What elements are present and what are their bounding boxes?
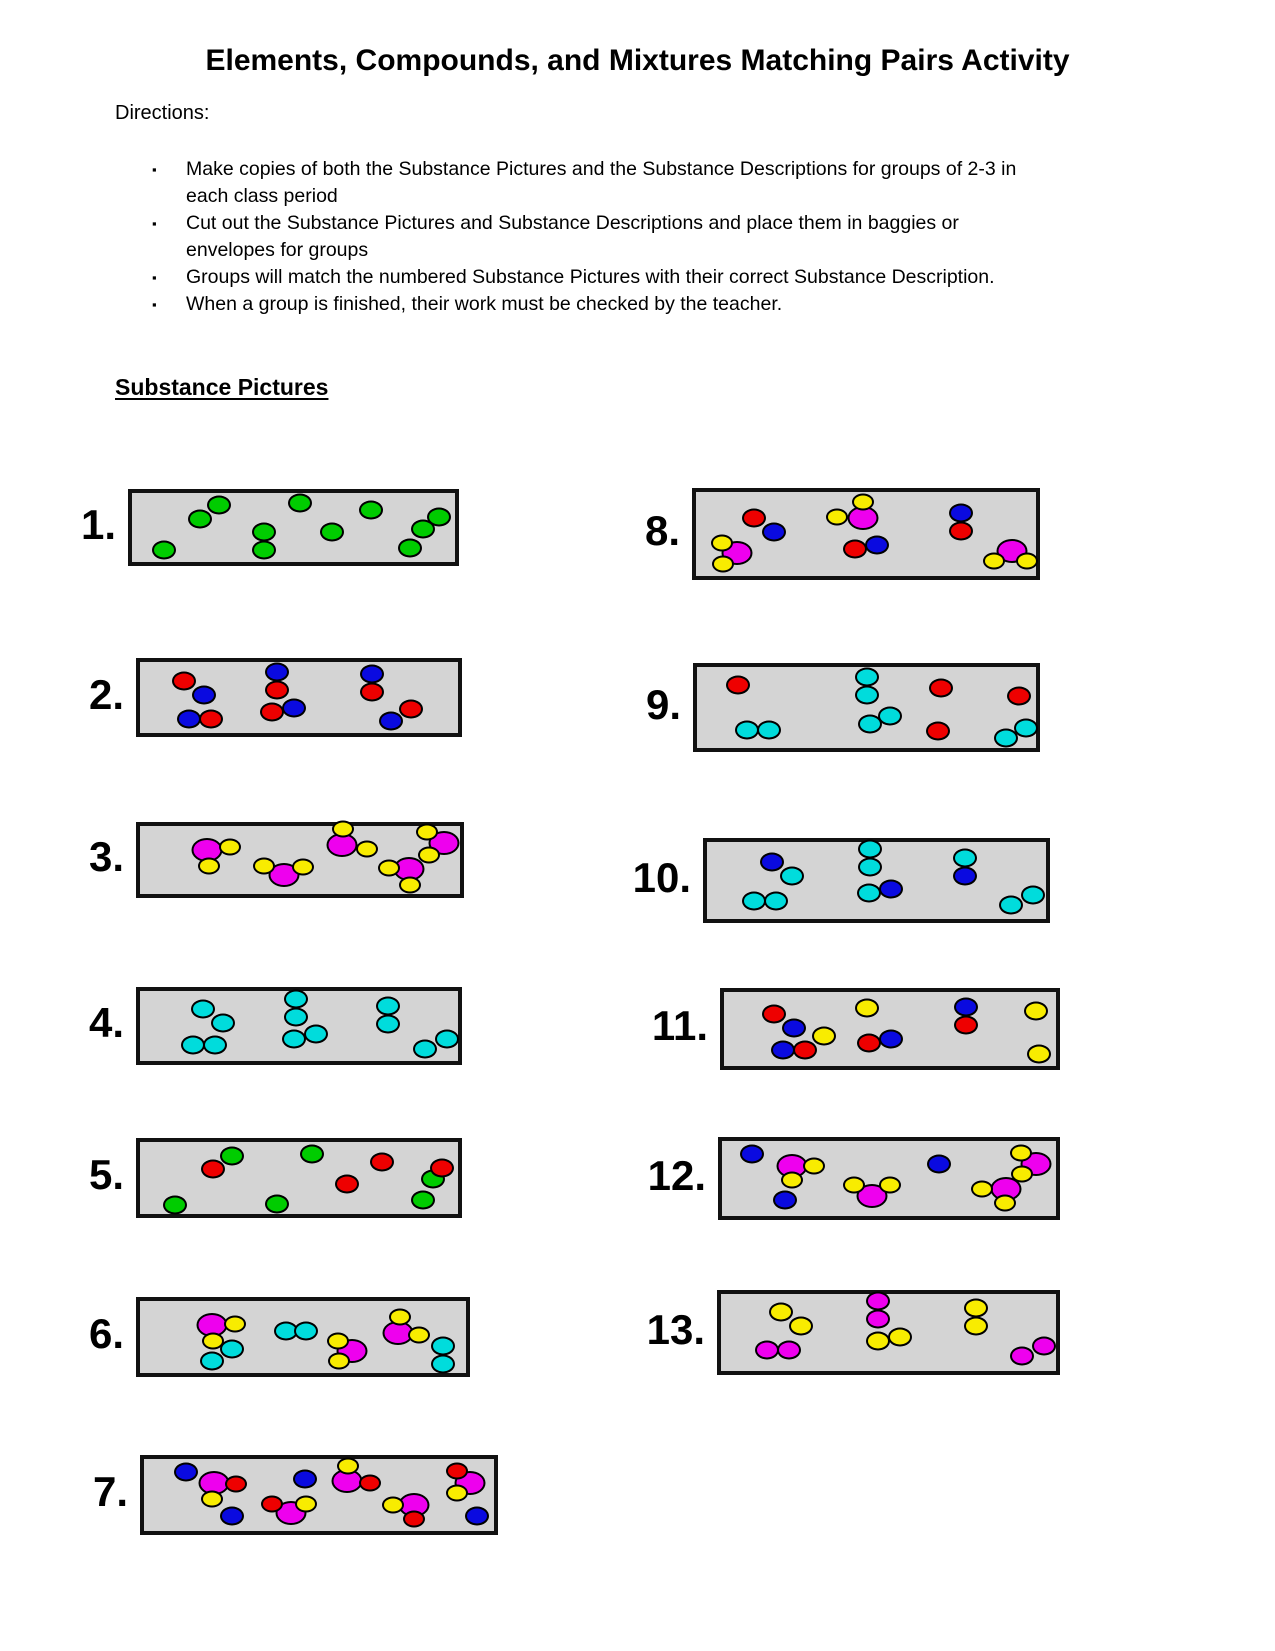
cyan-atom [181, 1035, 205, 1054]
directions-list [152, 156, 1052, 318]
red-atom [199, 709, 223, 728]
cyan-atom [857, 884, 881, 903]
yellow-atom [1027, 1045, 1051, 1064]
cyan-atom [953, 849, 977, 868]
green-atom [398, 538, 422, 557]
blue-atom [879, 1029, 903, 1048]
green-atom [320, 523, 344, 542]
yellow-atom [866, 1332, 890, 1351]
green-atom [207, 495, 231, 514]
blue-atom [771, 1041, 795, 1060]
box-number: 12. [647, 1151, 706, 1199]
directions-label: Directions: [115, 102, 210, 124]
substance-picture-box [136, 1297, 470, 1377]
yellow-atom [201, 1491, 223, 1508]
yellow-atom [852, 494, 874, 511]
blue-atom [465, 1506, 489, 1525]
cyan-atom [1014, 718, 1038, 737]
red-atom [446, 1463, 468, 1480]
blue-atom [954, 998, 978, 1017]
green-atom [220, 1147, 244, 1166]
blue-atom [773, 1190, 797, 1209]
blue-atom [949, 504, 973, 523]
red-atom [857, 1033, 881, 1052]
box-number: 13. [646, 1305, 705, 1353]
substance-picture-box [136, 822, 464, 898]
red-atom [949, 522, 973, 541]
red-atom [225, 1476, 247, 1493]
cyan-atom [203, 1035, 227, 1054]
cyan-atom [999, 895, 1023, 914]
yellow-atom [789, 1317, 813, 1336]
blue-atom [360, 664, 384, 683]
blue-atom [379, 712, 403, 731]
yellow-atom [332, 821, 354, 838]
cyan-atom [735, 721, 759, 740]
box-number: 11. [651, 1002, 708, 1049]
yellow-atom [971, 1181, 993, 1198]
red-atom [360, 682, 384, 701]
yellow-atom [1010, 1145, 1032, 1162]
box-number: 8. [644, 507, 680, 554]
blue-atom [177, 709, 201, 728]
substance-picture-box [718, 1137, 1060, 1220]
yellow-atom [292, 858, 314, 875]
red-atom [370, 1153, 394, 1172]
green-atom [265, 1194, 289, 1213]
substance-picture-box [693, 663, 1040, 752]
cyan-atom [855, 668, 879, 687]
cyan-atom [858, 858, 882, 877]
cyan-atom [191, 1000, 215, 1019]
yellow-atom [382, 1497, 404, 1514]
cyan-atom [376, 1014, 400, 1033]
yellow-atom [1011, 1166, 1033, 1183]
cyan-atom [284, 1007, 308, 1026]
cyan-atom [1021, 885, 1045, 904]
magenta-atom [866, 1292, 890, 1311]
yellow-atom [1016, 552, 1038, 569]
box-number: 3. [88, 833, 124, 880]
blue-atom [174, 1462, 198, 1481]
substance-picture-box [140, 1455, 498, 1535]
blue-atom [865, 536, 889, 555]
red-atom [265, 681, 289, 700]
blue-atom [879, 880, 903, 899]
cyan-atom [211, 1014, 235, 1033]
yellow-atom [812, 1026, 836, 1045]
cyan-atom [435, 1030, 459, 1049]
page-title: Elements, Compounds, and Mixtures Matching Pairs Activity [205, 44, 1070, 77]
yellow-atom [337, 1457, 359, 1474]
red-atom [929, 679, 953, 698]
yellow-atom [994, 1195, 1016, 1212]
yellow-atom [219, 839, 241, 856]
yellow-atom [712, 556, 734, 573]
yellow-atom [843, 1176, 865, 1193]
red-atom [843, 540, 867, 559]
magenta-atom [777, 1341, 801, 1360]
cyan-atom [878, 706, 902, 725]
cyan-atom [855, 686, 879, 705]
cyan-atom [284, 989, 308, 1008]
direction-bullet: ▪ Groups will match the numbered Substance Pictures with their correct Substance Description. [152, 264, 1052, 291]
blue-atom [293, 1470, 317, 1489]
yellow-atom [769, 1303, 793, 1322]
yellow-atom [803, 1157, 825, 1174]
blue-atom [762, 522, 786, 541]
cyan-atom [413, 1040, 437, 1059]
yellow-atom [416, 824, 438, 841]
substance-picture-box [136, 658, 462, 737]
yellow-atom [888, 1328, 912, 1347]
yellow-atom [446, 1485, 468, 1502]
substance-picture-box [128, 489, 459, 566]
yellow-atom [826, 509, 848, 526]
cyan-atom [764, 891, 788, 910]
red-atom [954, 1016, 978, 1035]
red-atom [359, 1474, 381, 1491]
substance-picture-box [717, 1290, 1060, 1375]
yellow-atom [356, 841, 378, 858]
yellow-atom [224, 1316, 246, 1333]
red-atom [762, 1004, 786, 1023]
red-atom [742, 508, 766, 527]
box-number: 7. [92, 1468, 128, 1515]
cyan-atom [431, 1337, 455, 1356]
red-atom [926, 721, 950, 740]
box-number: 1. [80, 500, 116, 548]
green-atom [427, 508, 451, 527]
cyan-atom [780, 866, 804, 885]
yellow-atom [781, 1171, 803, 1188]
box-number: 10. [632, 853, 691, 901]
yellow-atom [295, 1496, 317, 1513]
substance-picture-box [136, 987, 462, 1065]
yellow-atom [253, 857, 275, 874]
green-atom [252, 523, 276, 542]
direction-bullet: ▪ Cut out the Substance Pictures and Substance Descriptions and place them in baggies or envelopes for groups [152, 210, 1052, 264]
box-number: 9. [645, 680, 681, 728]
yellow-atom [389, 1308, 411, 1325]
yellow-atom [879, 1176, 901, 1193]
green-atom [252, 540, 276, 559]
yellow-atom [964, 1317, 988, 1336]
red-atom [793, 1041, 817, 1060]
yellow-atom [418, 847, 440, 864]
cyan-atom [294, 1321, 318, 1340]
yellow-atom [327, 1333, 349, 1350]
green-atom [152, 540, 176, 559]
substance-picture-box [703, 838, 1050, 923]
green-atom [411, 1190, 435, 1209]
red-atom [201, 1160, 225, 1179]
section-header: Substance Pictures [115, 374, 329, 400]
direction-bullet: ▪ Make copies of both the Substance Pictures and the Substance Descriptions for groups of 2-3 in each class period [152, 156, 1052, 210]
substance-picture-box [692, 488, 1040, 580]
cyan-atom [742, 891, 766, 910]
red-atom [430, 1158, 454, 1177]
green-atom [188, 510, 212, 529]
red-atom [399, 700, 423, 719]
green-atom [163, 1195, 187, 1214]
red-atom [1007, 687, 1031, 706]
yellow-atom [983, 552, 1005, 569]
yellow-atom [855, 999, 879, 1018]
cyan-atom [220, 1340, 244, 1359]
blue-atom [220, 1506, 244, 1525]
red-atom [403, 1511, 425, 1528]
cyan-atom [376, 996, 400, 1015]
yellow-atom [1024, 1002, 1048, 1021]
substance-picture-box [720, 988, 1060, 1070]
magenta-atom [755, 1341, 779, 1360]
green-atom [359, 501, 383, 520]
magenta-atom [866, 1310, 890, 1329]
direction-bullet: ▪ When a group is finished, their work must be checked by the teacher. [152, 291, 1052, 318]
cyan-atom [431, 1355, 455, 1374]
blue-atom [953, 867, 977, 886]
yellow-atom [378, 859, 400, 876]
yellow-atom [198, 858, 220, 875]
red-atom [261, 1496, 283, 1513]
red-atom [260, 703, 284, 722]
magenta-atom [1032, 1336, 1056, 1355]
cyan-atom [282, 1029, 306, 1048]
box-number: 6. [88, 1310, 124, 1357]
red-atom [726, 675, 750, 694]
green-atom [300, 1145, 324, 1164]
box-number: 2. [88, 670, 124, 718]
box-number: 5. [88, 1151, 124, 1198]
blue-atom [782, 1018, 806, 1037]
red-atom [335, 1174, 359, 1193]
yellow-atom [328, 1353, 350, 1370]
blue-atom [265, 663, 289, 682]
yellow-atom [399, 876, 421, 893]
cyan-atom [304, 1024, 328, 1043]
green-atom [288, 493, 312, 512]
blue-atom [192, 685, 216, 704]
cyan-atom [858, 840, 882, 859]
cyan-atom [757, 721, 781, 740]
blue-atom [740, 1144, 764, 1163]
substance-picture-box [136, 1138, 462, 1218]
blue-atom [760, 852, 784, 871]
blue-atom [282, 699, 306, 718]
yellow-atom [711, 535, 733, 552]
box-number: 4. [88, 999, 124, 1046]
yellow-atom [964, 1299, 988, 1318]
blue-atom [927, 1155, 951, 1174]
red-atom [172, 671, 196, 690]
cyan-atom [200, 1352, 224, 1371]
magenta-atom [1010, 1346, 1034, 1365]
yellow-atom [408, 1326, 430, 1343]
